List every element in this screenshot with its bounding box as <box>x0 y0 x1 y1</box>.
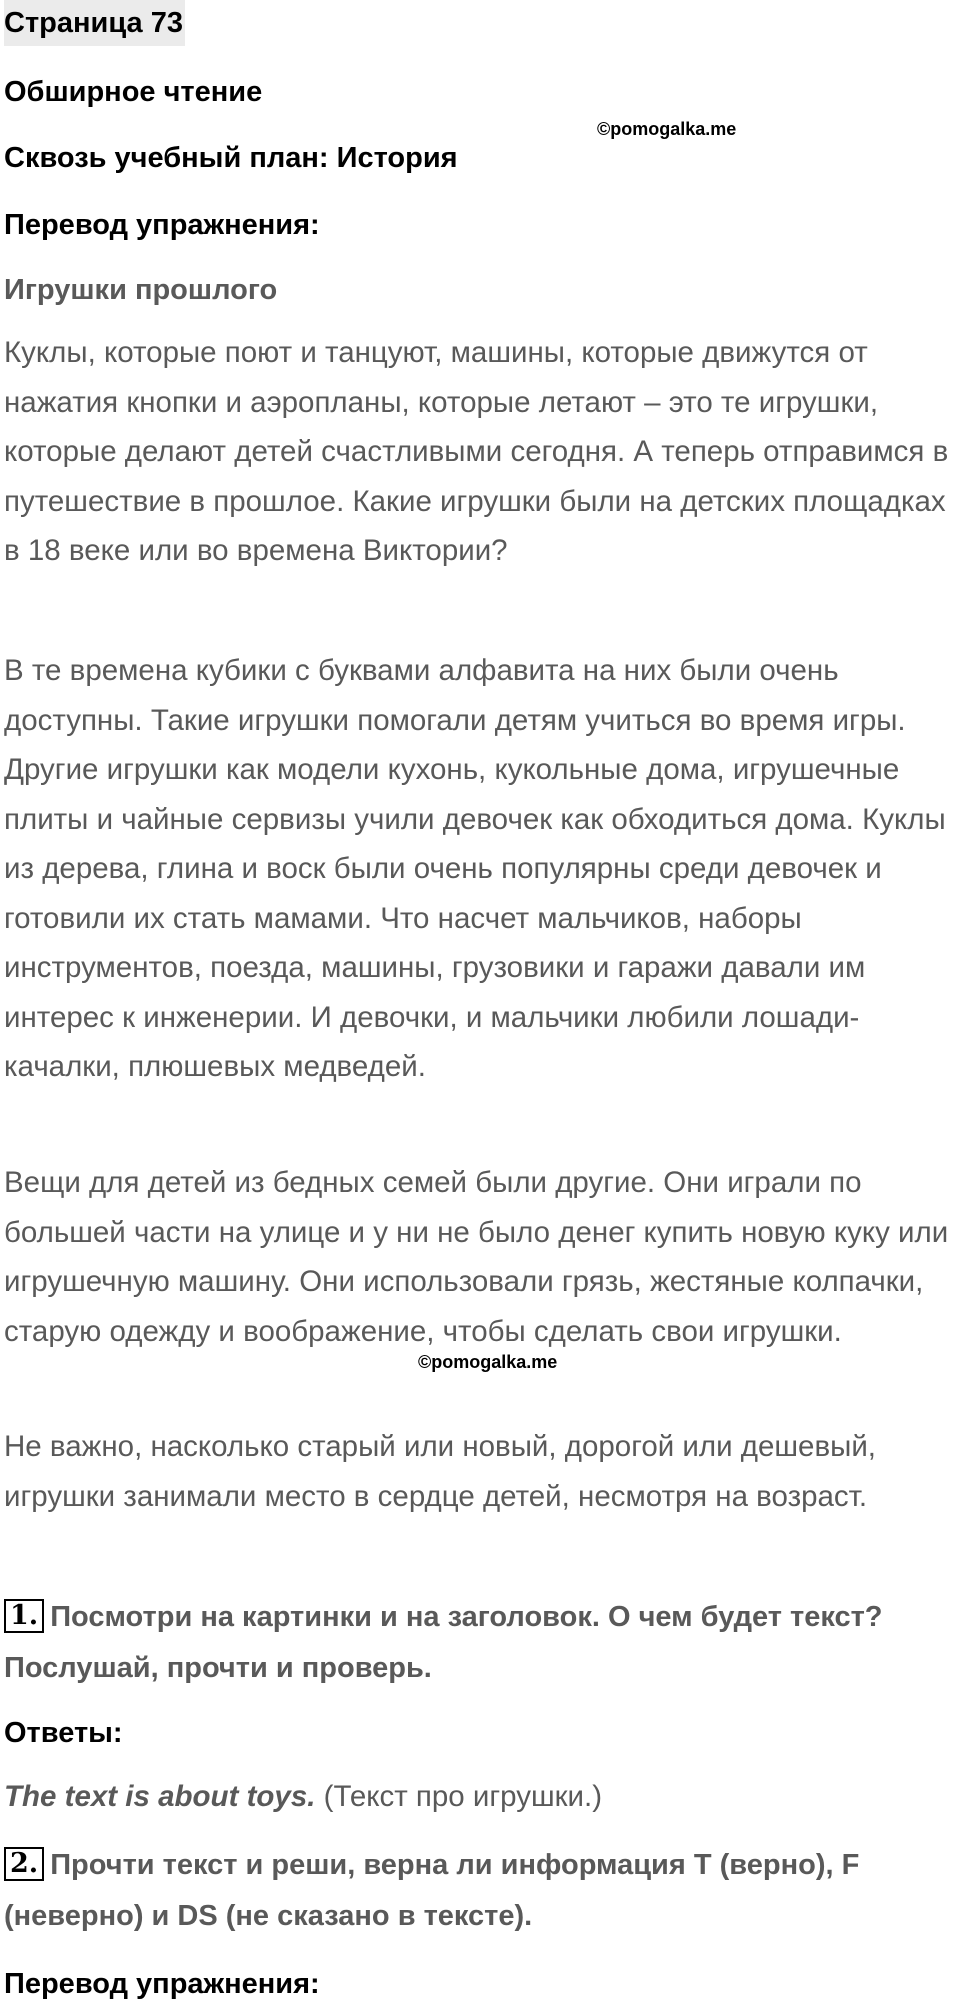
watermark-middle: ©pomogalka.me <box>418 1352 558 1372</box>
paragraph-2: В те времена кубики с буквами алфавита на них были очень доступны. Такие игрушки помогали детям учиться во время игры. Другие игрушки как модели кухонь, кукольные дома, игрушечные плиты и чайные сервизы учили девочек как обходиться дома. Куклы из дерева, глина и воск были очень популярны среди девочек и готовили их стать мамами. Что насчет мальчиков, наборы инструментов, поезда, машины, грузовики и гаражи давали им интерес к инженерии. И девочки, и мальчики любили лошади-качалки, плюшевых медведей. <box>4 654 946 1083</box>
paragraph-4: Не важно, насколько старый или новый, дорогой или дешевый, игрушки занимали место в сердце детей, несмотря на возраст. <box>4 1430 877 1513</box>
task-1-number: 1. <box>4 1599 44 1633</box>
watermark-top: ©pomogalka.me <box>597 119 737 139</box>
answer-1-russian: (Текст про игрушки.) <box>323 1780 603 1813</box>
answer-1 <box>4 1775 602 1819</box>
task-2 <box>4 1840 956 1942</box>
translation-heading-2: Перевод упражнения: <box>4 1968 320 2000</box>
task-1 <box>4 1592 956 1694</box>
answer-1-english: The text is about toys. <box>4 1780 316 1813</box>
paragraph-3: Вещи для детей из бедных семей были другие. Они играли по большей части на улице и у ни не было денег купить новую куку или игрушечную машину. Они использовали грязь, жестяные колпачки, старую одежду и воображение, чтобы сделать свои игрушки. <box>4 1166 949 1348</box>
section-title: Обширное чтение <box>4 76 263 108</box>
subsection-title: Сквозь учебный план: История <box>4 142 458 174</box>
task-2-text: Прочти текст и реши, верна ли информация T (верно), F (неверно) и DS (не сказано в тексте). <box>4 1849 860 1932</box>
text-title: Игрушки прошлого <box>4 274 278 306</box>
paragraph-1: Куклы, которые поют и танцуют, машины, которые движутся от нажатия кнопки и аэропланы, которые летают – это те игрушки, которые делают детей счастливыми сегодня. А теперь отправимся в путешествие в прошлое. Какие игрушки были на детских площадках в 18 веке или во времена Виктории? <box>4 336 949 567</box>
answers-heading: Ответы: <box>4 1717 123 1749</box>
task-1-text: Посмотри на картинки и на заголовок. О чем будет текст? Послушай, прочти и проверь. <box>4 1601 883 1684</box>
page-number: Страница 73 <box>4 0 185 46</box>
translation-heading: Перевод упражнения: <box>4 209 320 241</box>
task-2-number: 2. <box>4 1847 44 1881</box>
